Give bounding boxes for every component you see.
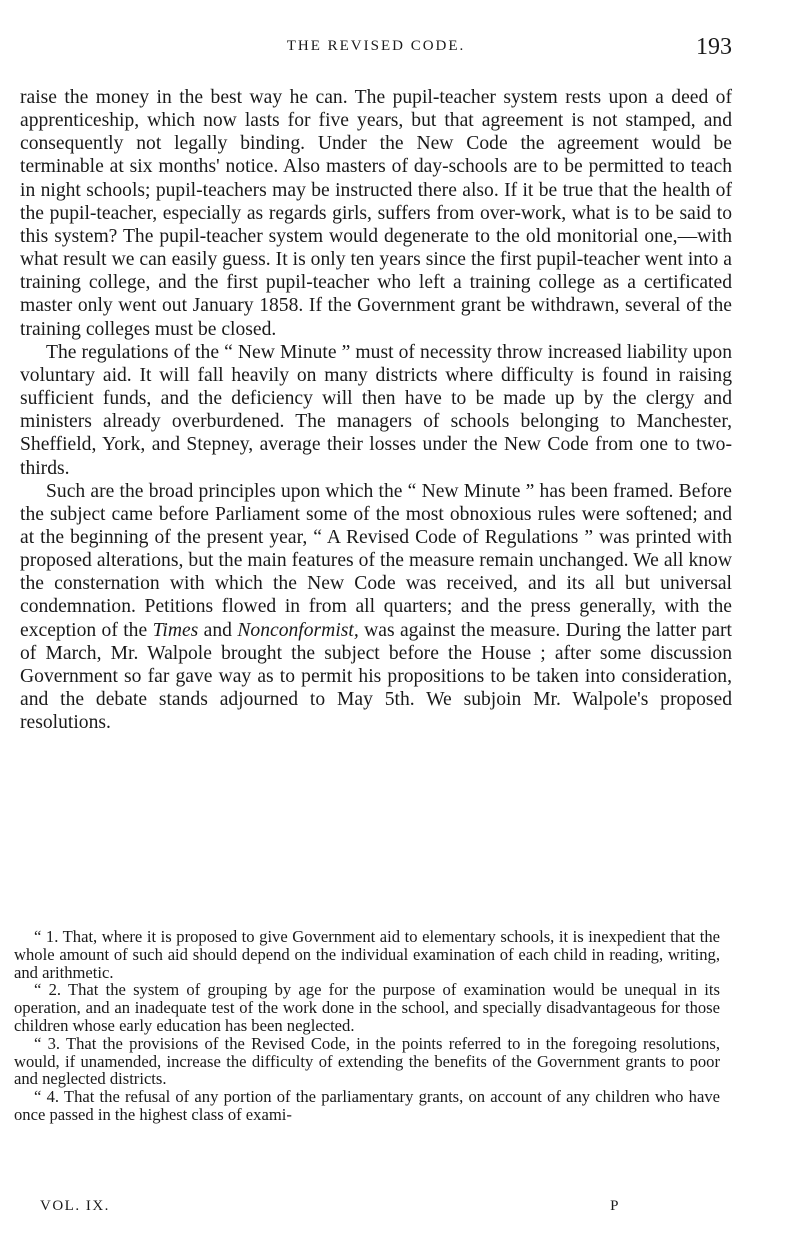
resolution-4: “ 4. That the refusal of any portion of the parliamentary grants, on account of any children who have once passed in the highest class of exami-	[14, 1087, 720, 1124]
paragraph-1: raise the money in the best way he can. The pupil-teacher system rests upon a deed of apprenticeship, which now lasts for five years, but that agreement is not stamped, and consequently not legally binding. Under the New Code the agreement would be terminable at six months' notice. Also masters of day-schools are to be permitted to teach in night schools; pupil-teachers may be instructed there also. If it be true that the health of the pupil-teacher, especially as regards girls, suffers from over-work, what is to be said to this system? The pupil-teacher system would degenerate to the old monitorial one,—with what result we can easily guess. It is only ten years since the first pupil-teacher went into a training college, and the first pupil-teacher who left a training college as a certificated master only went out January 1858. If the Government grant be withdrawn, several of the training colleges must be closed.	[20, 87, 732, 340]
paragraph-2: The regulations of the “ New Minute ” must of necessity throw increased liability upon voluntary aid. It will fall heavily on many districts where difficulty is found in raising sufficient funds, and the deficiency will then have to be made up by the clergy and ministers already overburdened. The managers of schools belonging to Manchester, Sheffield, York, and Stepney, average their losses under the New Code from one to two-thirds.	[20, 341, 732, 479]
paragraph-3	[20, 480, 732, 735]
page-footer	[40, 1198, 620, 1220]
nonconformist-title: Nonconformist,	[237, 619, 359, 641]
page-number: 193	[696, 34, 732, 60]
resolution-1: “ 1. That, where it is proposed to give Government aid to elementary schools, it is inexpedient that the whole amount of such aid should depend on the individual examination of each child in reading, writing, and arithmetic.	[14, 927, 720, 982]
resolution-2: “ 2. That the system of grouping by age for the purpose of examination would be unequal in its operation, and an inadequate test of the work done in the school, and specially disadvantageous for those children whose early education has been neglected.	[14, 980, 720, 1035]
signature-mark: P	[610, 1198, 620, 1214]
running-title: THE REVISED CODE.	[286, 38, 466, 54]
page-header	[20, 34, 732, 64]
resolutions-block	[14, 928, 720, 1124]
paragraph-3-text-c: was against the measure. During the latter part of March, Mr. Walpole brought the subject before the House ; after some discussion Government so far gave way as to permit his propositions to be taken into consideration, and the debate stands adjourned to May 5th. We subjoin Mr. Walpole's proposed resolutions.	[20, 619, 732, 734]
paragraph-3-text-b: and	[198, 619, 238, 641]
volume-label: VOL. IX.	[40, 1198, 110, 1214]
resolution-3: “ 3. That the provisions of the Revised Code, in the points referred to in the foregoing resolutions, would, if unamended, increase the difficulty of extending the benefits of the Government grants to poor and neglected districts.	[14, 1033, 720, 1089]
paragraph-3-text-a: Such are the broad principles upon which the “ New Minute ” has been framed. Before the subject came before Parliament some of the most obnoxious rules were softened; and at the beginning of the present year, “ A Revised Code of Regulations ” was printed with proposed alterations, but the main features of the measure remain unchanged. We all know the consternation with which the New Code was received, and its all but universal condemnation. Petitions flowed in from all quarters; and the press generally, with the exception of the	[20, 480, 732, 641]
times-title: Times	[152, 619, 199, 641]
article-body	[20, 86, 732, 734]
